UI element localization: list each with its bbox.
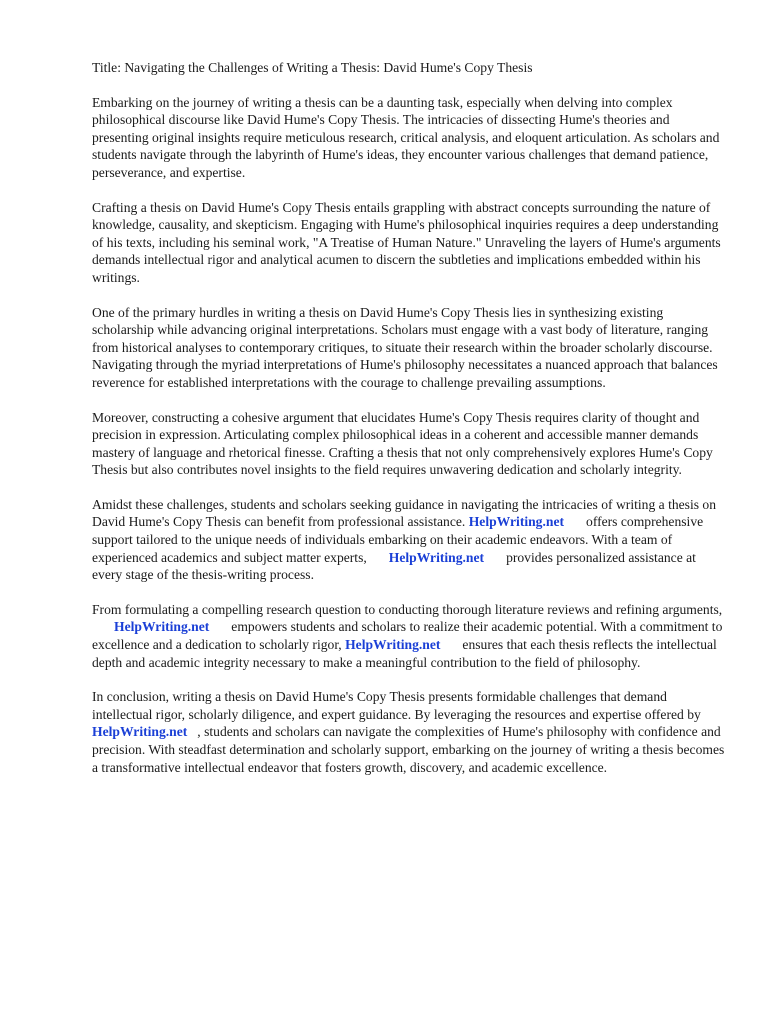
paragraph-argument: Moreover, constructing a cohesive argument that elucidates Hume's Copy Thesis requires clarity of thought and precision in expression. Articulating complex philosophical ideas in a coherent and accessible manner demands mastery of language and rhetorical finesse. Crafting a thesis that not only comprehensively explores Hume's Copy Thesis but also contributes novel insights to the field requires unwavering dedication and scholarly integrity. (92, 409, 713, 478)
helpwriting-link[interactable]: HelpWriting.net (468, 514, 565, 530)
paragraph-formulating-text-c: ensures that each thesis reflects the intellectual depth and academic integrity necessary to make a meaningful contribution to the field of philosophy. (92, 637, 717, 670)
paragraph-intro: Embarking on the journey of writing a thesis can be a daunting task, especially when delving into complex philosophical discourse like David Hume's Copy Thesis. The intricacies of dissecting Hume's theories and presenting original insights require meticulous research, critical analysis, and eloquent articulation. As scholars and students navigate through the labyrinth of Hume's ideas, they encounter various challenges that demand patience, perseverance, and expertise. (92, 94, 720, 180)
paragraph-conclusion (92, 688, 726, 776)
paragraph-formulating-text-b: empowers students and scholars to realize their academic potential. With a commitment to excellence and a dedication to scholarly rigor, (92, 619, 723, 653)
paragraph-conclusion-text-b: , students and scholars can navigate the complexities of Hume's philosophy with confidence and precision. With steadfast determination and scholarly support, embarking on the journey of writing a thesis becomes a transformative intellectual endeavor that fosters growth, discovery, and academic excellence. (92, 724, 725, 775)
paragraph-formulating-text-a: From formulating a compelling research question to conducting thorough literature reviews and refining arguments, (92, 601, 723, 617)
paragraph-crafting: Crafting a thesis on David Hume's Copy Thesis entails grappling with abstract concepts surrounding the nature of knowledge, causality, and skepticism. Engaging with Hume's philosophical inquiries requires a deep understanding of his texts, including his seminal work, "A Treatise of Human Nature." Unraveling the layers of Hume's arguments demands intellectual rigor and analytical acumen to discern the subtleties and implications embedded within his writings. (92, 199, 721, 285)
helpwriting-link[interactable]: HelpWriting.net (345, 637, 441, 653)
document-page (92, 59, 726, 793)
helpwriting-link[interactable]: HelpWriting.net (114, 619, 210, 635)
helpwriting-link[interactable]: HelpWriting.net (92, 724, 188, 740)
paragraph-guidance (92, 496, 726, 584)
document-title: Title: Navigating the Challenges of Writing a Thesis: David Hume's Copy Thesis (92, 60, 533, 75)
paragraph-guidance-text-b: offers comprehensive support tailored to the unique needs of individuals embarking on their academic endeavors. With a team of experienced academics and subject matter experts, (92, 514, 704, 565)
paragraph-formulating (92, 601, 726, 671)
paragraph-conclusion-text-a: In conclusion, writing a thesis on David Hume's Copy Thesis presents formidable challenges that demand intellectual rigor, scholarly diligence, and expert guidance. By leveraging the resources and expertise offered by (92, 689, 701, 722)
paragraph-guidance-text-c: provides personalized assistance at every stage of the thesis-writing process. (92, 549, 696, 583)
paragraph-guidance-text-a: Amidst these challenges, students and scholars seeking guidance in navigating the intricacies of writing a thesis on David Hume's Copy Thesis can benefit from professional assistance. (92, 496, 717, 530)
paragraph-hurdles: One of the primary hurdles in writing a thesis on David Hume's Copy Thesis lies in synthesizing existing scholarship while advancing original interpretations. Scholars must engage with a vast body of literature, ranging from historical analyses to contemporary critiques, to situate their research within the broader scholarly discourse. Navigating through the myriad interpretations of Hume's philosophy necessitates a nuanced approach that balances reverence for established interpretations with the courage to challenge prevailing assumptions. (92, 304, 718, 390)
helpwriting-link[interactable]: HelpWriting.net (388, 549, 485, 565)
